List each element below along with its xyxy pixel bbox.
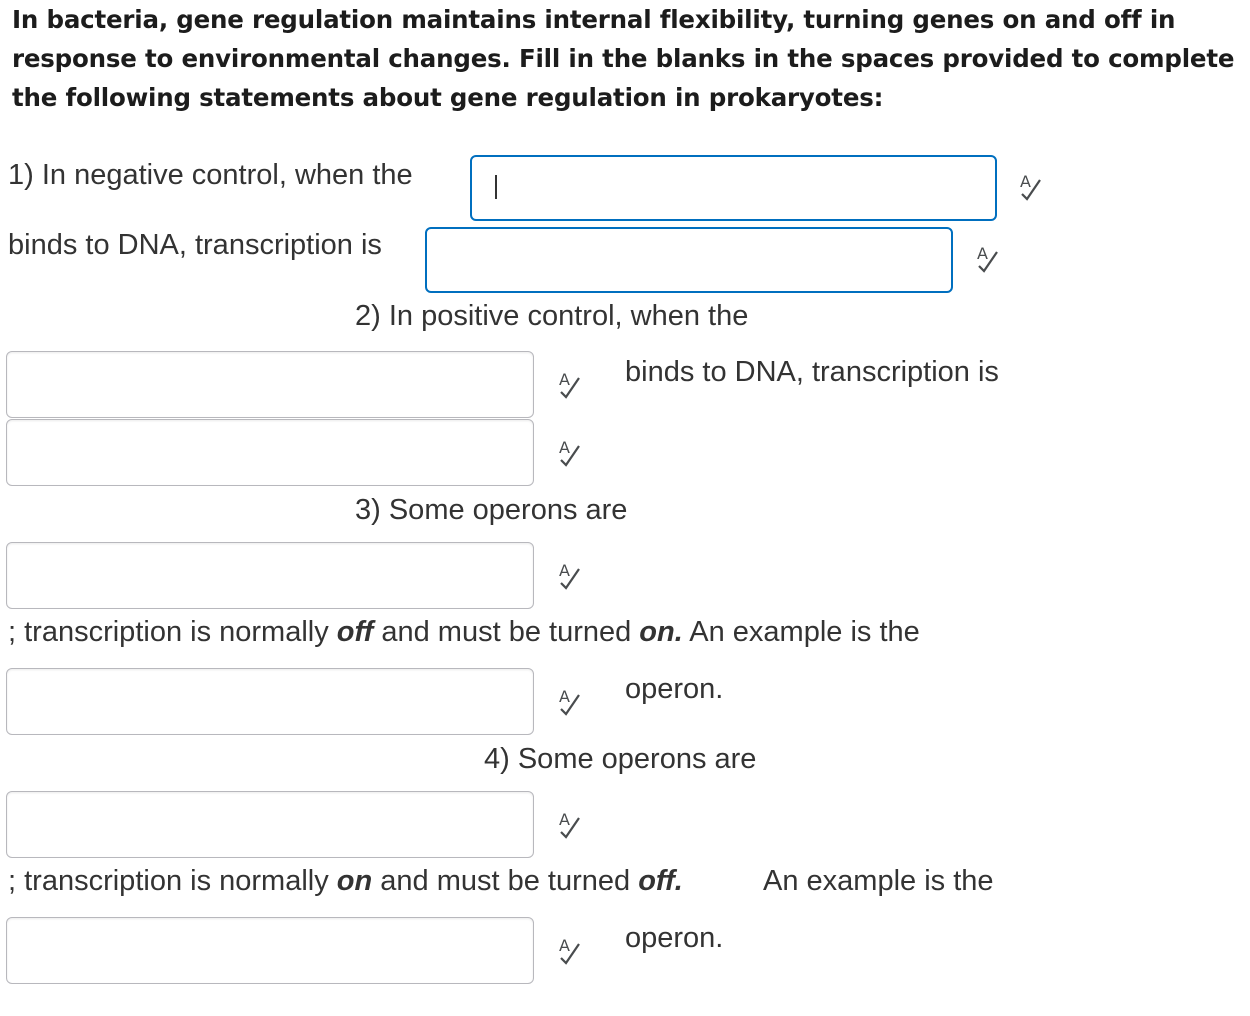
spellcheck-icon[interactable] bbox=[1018, 172, 1044, 202]
q1-blank-1[interactable] bbox=[470, 155, 997, 221]
q1-text-line2: binds to DNA, transcription is bbox=[8, 229, 382, 261]
instructions-text: In bacteria, gene regulation maintains internal flexibility, turning genes on and off in response to environmental changes. Fill in the blanks in the spaces provided to complete the following statements about gene regulation in prokaryotes: bbox=[12, 5, 1235, 112]
svg-text:A: A bbox=[1020, 172, 1031, 191]
svg-text:A: A bbox=[559, 438, 570, 457]
svg-text:A: A bbox=[559, 370, 570, 389]
svg-text:A: A bbox=[559, 810, 570, 829]
q2-blank-1[interactable] bbox=[6, 351, 534, 418]
q3-text-line1: 3) Some operons are bbox=[355, 494, 628, 526]
q4-blank-1[interactable] bbox=[6, 791, 534, 858]
svg-text:A: A bbox=[559, 687, 570, 706]
q4-text-line1: 4) Some operons are bbox=[484, 743, 757, 775]
q4-text-line2-example: An example is the bbox=[763, 865, 994, 897]
spellcheck-icon[interactable] bbox=[557, 936, 583, 966]
svg-text:A: A bbox=[559, 561, 570, 580]
q2-blank-2[interactable] bbox=[6, 419, 534, 486]
q3-text-line2: ; transcription is normally off and must be turned on. An example is the bbox=[8, 616, 920, 648]
svg-text:A: A bbox=[977, 244, 988, 263]
q3-blank-2[interactable] bbox=[6, 668, 534, 735]
q4-blank-2[interactable] bbox=[6, 917, 534, 984]
spellcheck-icon[interactable] bbox=[557, 370, 583, 400]
svg-text:A: A bbox=[559, 936, 570, 955]
q3-blank-1[interactable] bbox=[6, 542, 534, 609]
q2-text-line1: 2) In positive control, when the bbox=[355, 300, 749, 332]
spellcheck-icon[interactable] bbox=[975, 244, 1001, 274]
q1-blank-2[interactable] bbox=[425, 227, 953, 293]
text-caret bbox=[495, 175, 497, 199]
q2-text-line2: binds to DNA, transcription is bbox=[625, 356, 999, 388]
q4-operon-suffix: operon. bbox=[625, 922, 724, 954]
spellcheck-icon[interactable] bbox=[557, 687, 583, 717]
q1-text-line1: 1) In negative control, when the bbox=[8, 159, 413, 191]
spellcheck-icon[interactable] bbox=[557, 561, 583, 591]
q4-text-line2: ; transcription is normally on and must be turned off. bbox=[8, 865, 683, 897]
q3-operon-suffix: operon. bbox=[625, 673, 724, 705]
spellcheck-icon[interactable] bbox=[557, 810, 583, 840]
spellcheck-icon[interactable] bbox=[557, 438, 583, 468]
